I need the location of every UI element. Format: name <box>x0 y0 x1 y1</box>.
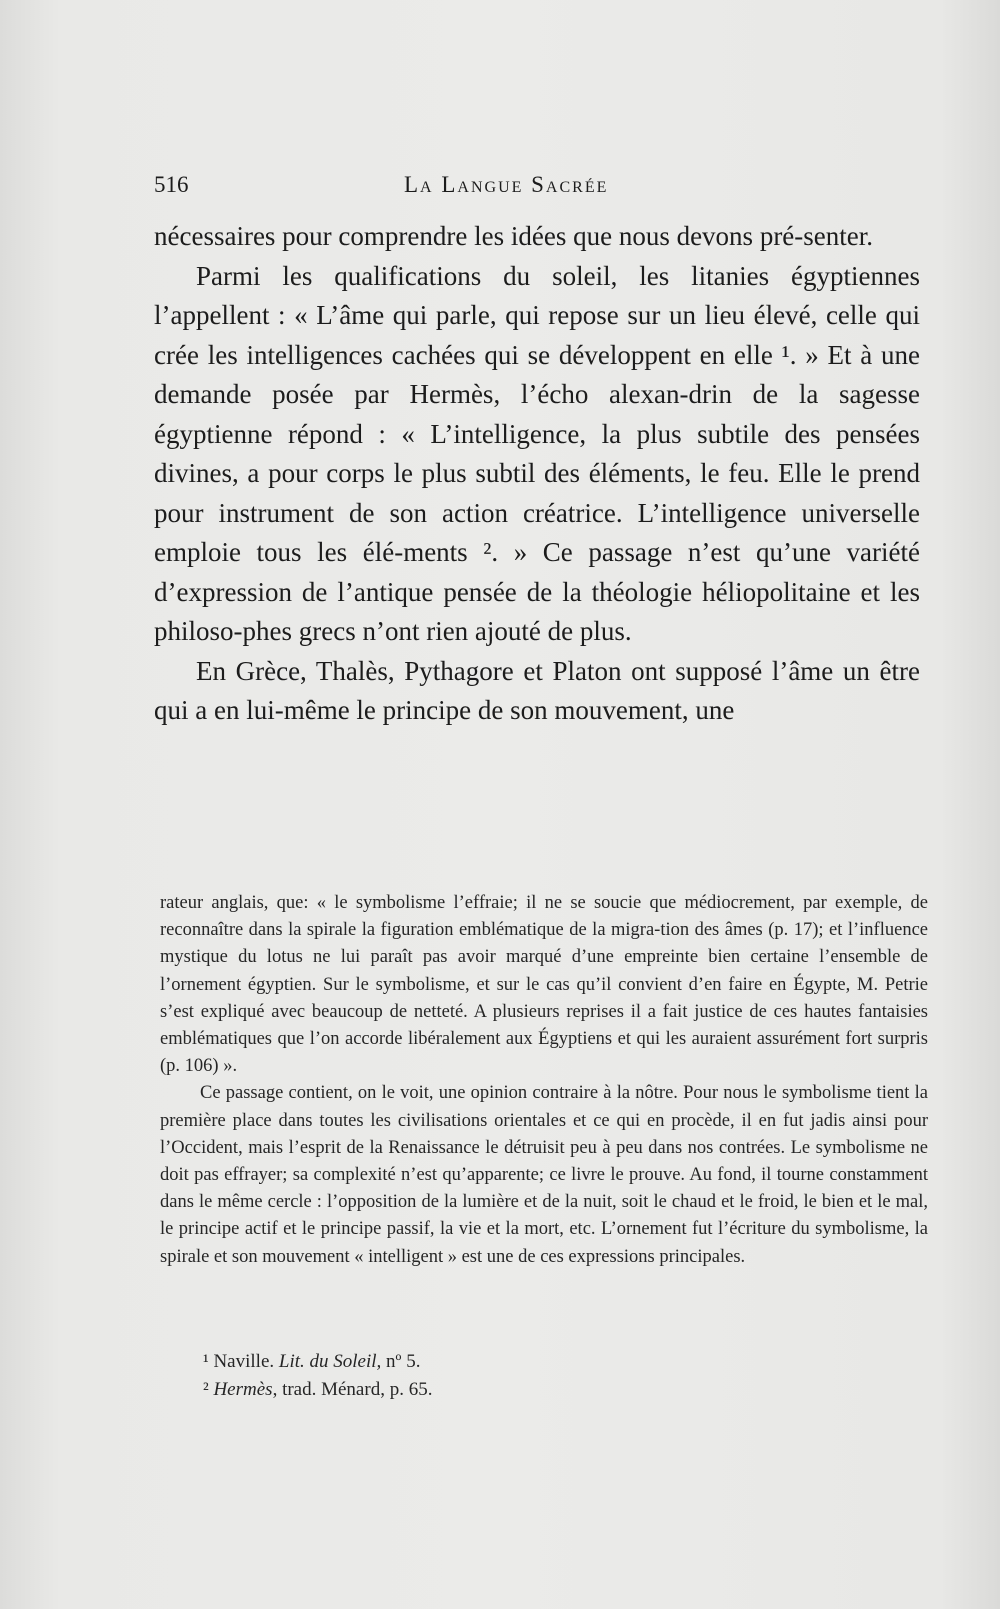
footnote-ref: nº 5. <box>386 1351 421 1372</box>
paragraph-greece: En Grèce, Thalès, Pythagore et Platon ont supposé l’âme un être qui a en lui-même le principe de son mouvement, une <box>154 655 920 725</box>
footnote-ref: , trad. Ménard, p. 65. <box>272 1379 433 1400</box>
footnote-continuation <box>160 890 928 1271</box>
footnotes-list <box>203 1348 432 1404</box>
footnote-title: Lit. du Soleil, <box>278 1351 382 1372</box>
footnote-paragraph: rateur anglais, que: « le symbolisme l’effraie; il ne se soucie que médiocrement, par exemple, de reconnaître dans la spirale la figuration emblématique de la migra-tion des âmes (p. 17); et l’influence mystique du lotus ne lui paraît pas avoir marqué d’une empreinte bien certaine l’ensemble de l’ornement égyptien. Sur le symbolisme, et sur le cas qu’il convient d’en faire en Égypte, M. Petrie s’est expliqué avec beaucoup de netteté. A plusieurs reprises il a fait justice de ces hautes fantaisies emblématiques que l’on accorde libéralement aux Égyptiens et qui les auraient assurément fort surpris (p. 106) ». <box>160 893 928 1077</box>
main-text <box>154 217 920 731</box>
footnote-marker: ² <box>203 1379 209 1400</box>
footnote-marker: ¹ <box>203 1351 209 1372</box>
footnote-title: Hermès <box>213 1379 273 1400</box>
footnote-2 <box>203 1376 432 1404</box>
page-header <box>154 172 914 202</box>
page-number: 516 <box>154 172 189 197</box>
footnote-paragraph: Ce passage contient, on le voit, une opinion contraire à la nôtre. Pour nous le symbolisme tient la première place dans toutes les civilisations orientales et ce qui en procède, il en fut jadis ainsi pour l’Occident, mais l’esprit de la Renaissance le détruisit peu à peu dans nos contrées. Le symbolisme ne doit pas effrayer; sa complexité n’est qu’apparente; ce livre le prouve. Au fond, il tourne constamment dans le même cercle : l’opposition de la lumière et de la nuit, soit le chaud et le froid, le bien et le mal, le principe actif et le principe passif, la vie et la mort, etc. L’ornement fut l’écriture du symbolisme, la spirale et son mouvement « intelligent » est une de ces expressions principales. <box>160 1083 928 1267</box>
paragraph-soul-sun: Parmi les qualifications du soleil, les litanies égyptiennes l’appellent : « L’âme qui parle, qui repose sur un lieu élevé, celle qui crée les intelligences cachées qui se développent en elle ¹. » Et à une demande posée par Hermès, l’écho alexan-drin de la sagesse égyptienne répond : « L’intelligence, la plus subtile des pensées divines, a pour corps le plus subtil des éléments, le feu. Elle le prend pour instrument de son action créatrice. L’intelligence universelle emploie tous les élé-ments ². » Ce passage n’est qu’une variété d’expression de l’antique pensée de la théologie héliopolitaine et les philoso-phes grecs n’ont rien ajouté de plus. <box>154 260 920 646</box>
paragraph-continued: nécessaires pour comprendre les idées que nous devons pré-senter. <box>154 221 874 251</box>
footnote-author: Naville. <box>213 1351 275 1372</box>
running-title: La Langue Sacrée <box>404 172 609 197</box>
footnote-1 <box>203 1348 432 1376</box>
